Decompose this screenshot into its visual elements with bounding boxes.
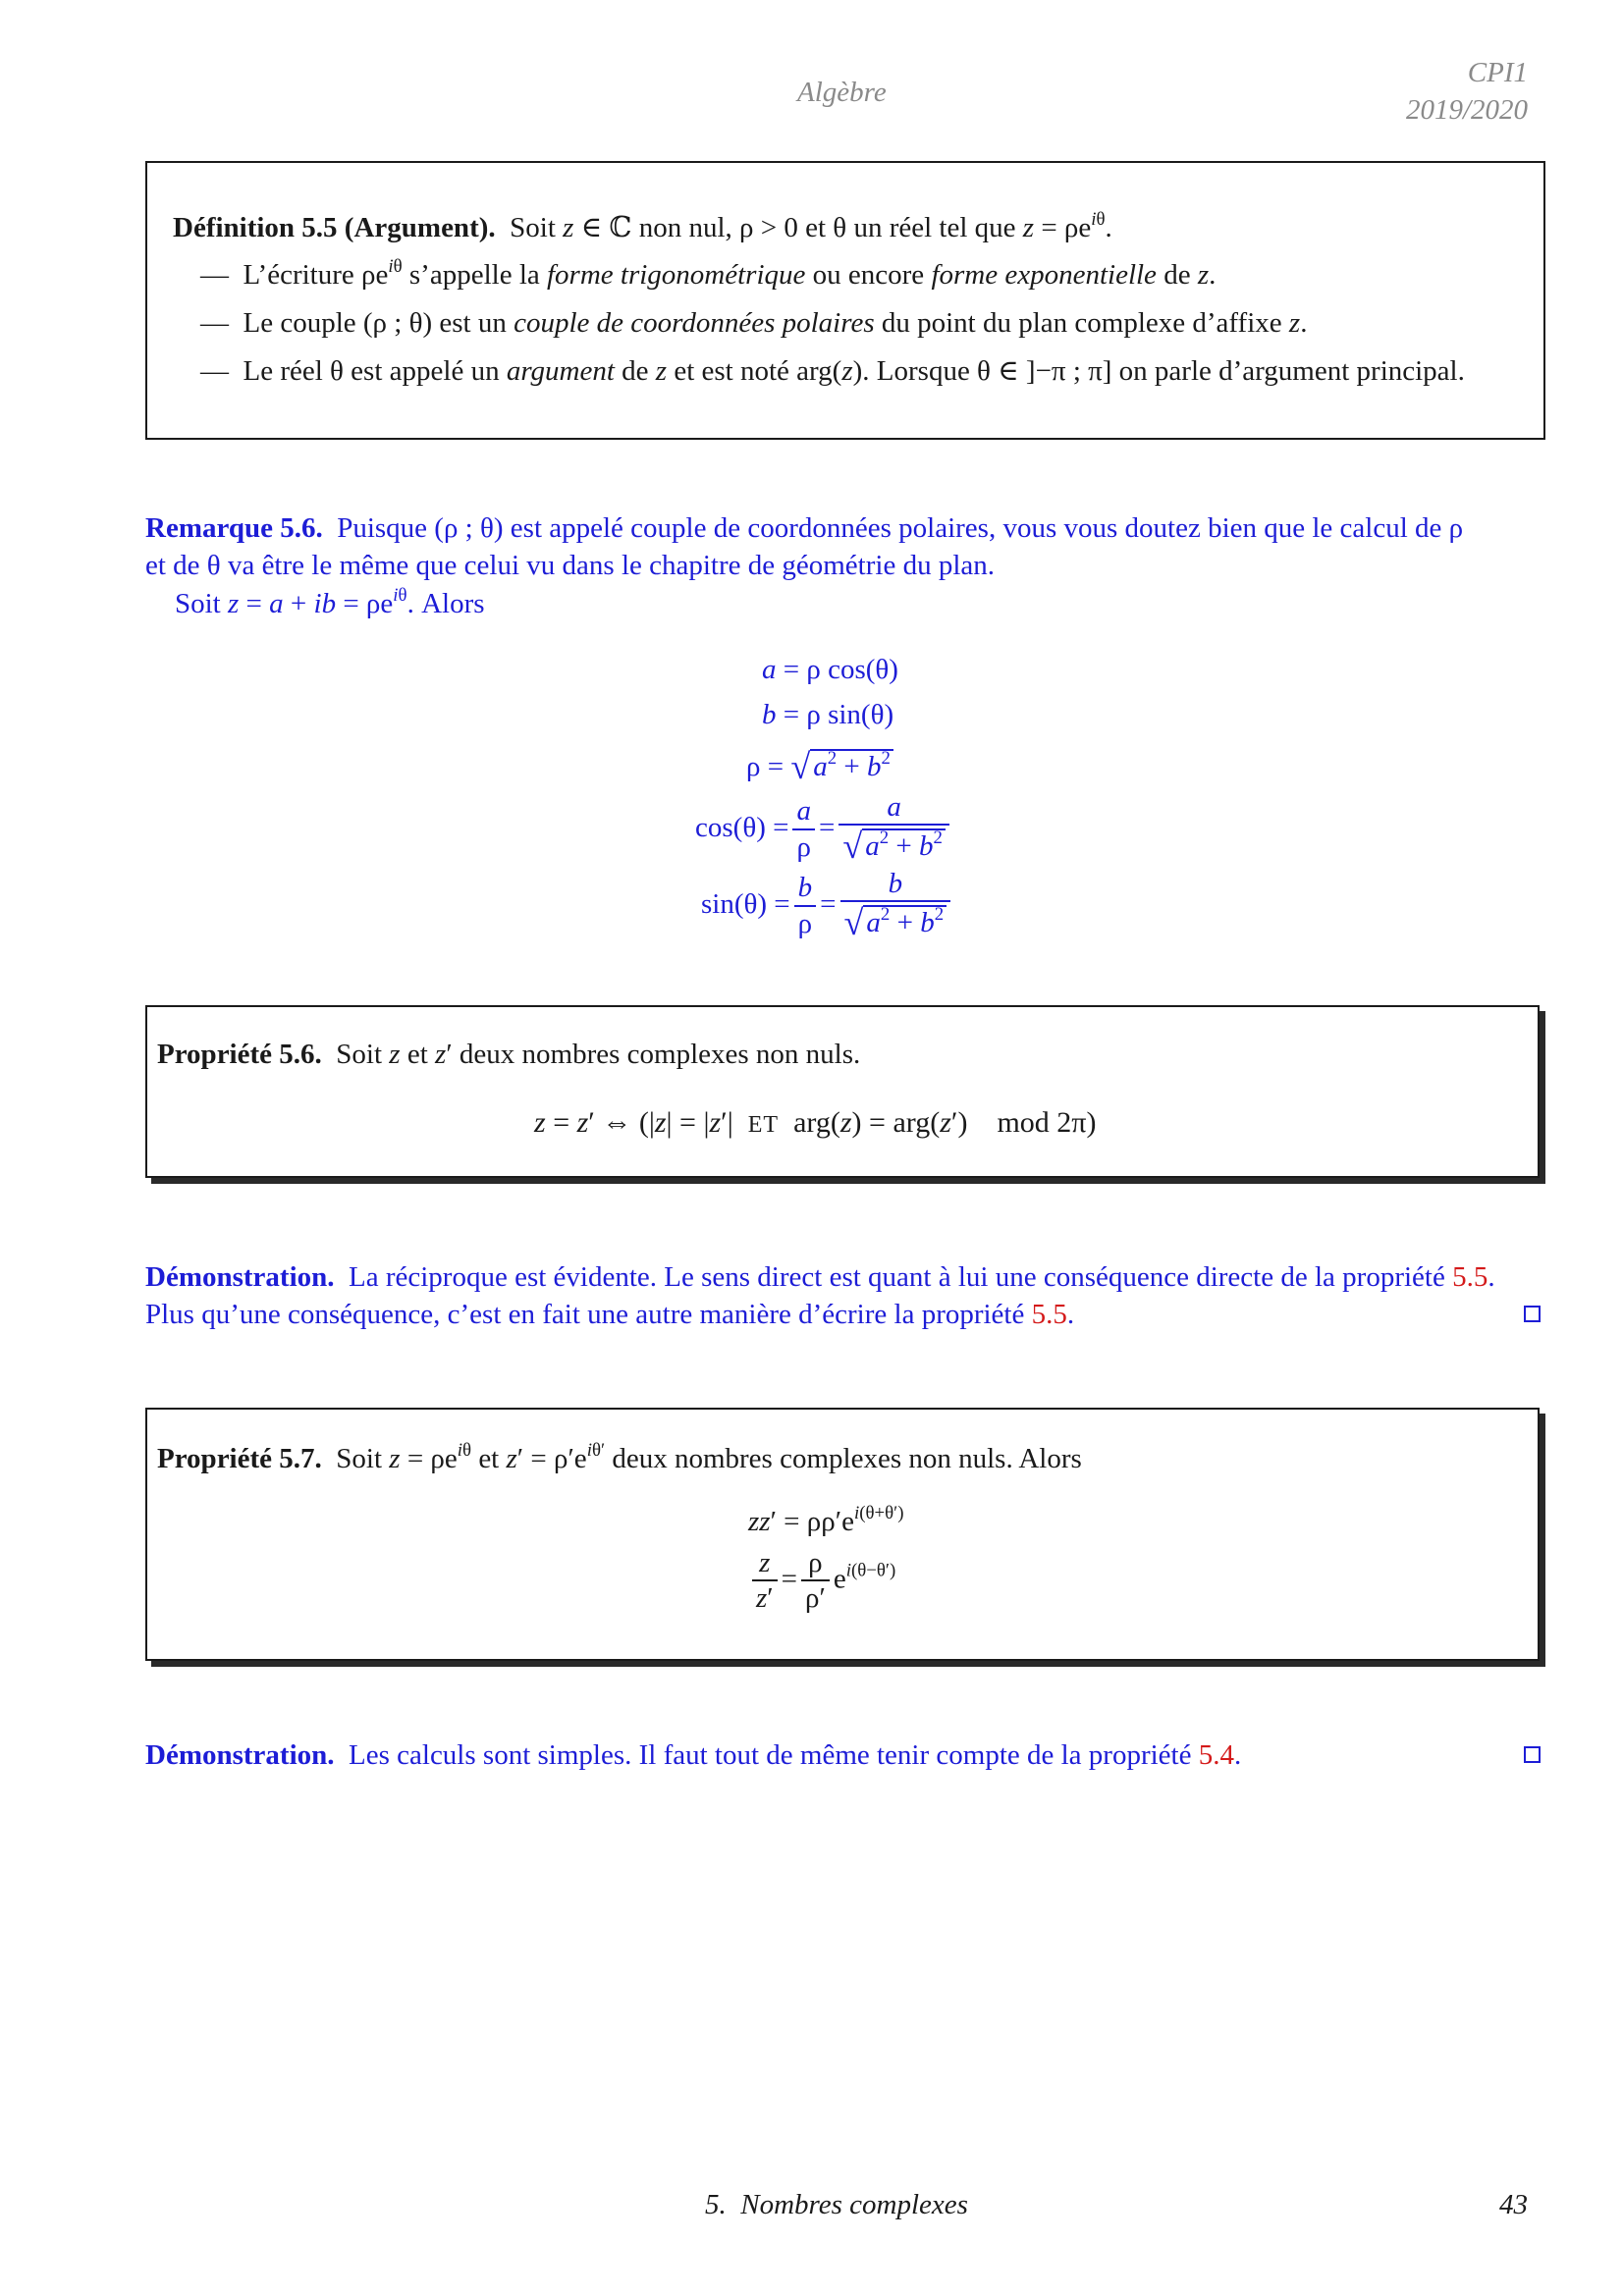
demo-1-ref-2[interactable]: 5.5	[1031, 1299, 1067, 1330]
footer-page-number: 43	[1499, 2189, 1528, 2220]
mod-keyword: mod 2π	[997, 1106, 1087, 1139]
remark-label: Remarque 5.6.	[145, 512, 323, 544]
header-year: 2019/2020	[1405, 94, 1528, 126]
definition-intro: Définition 5.5 (Argument). Soit z ∈ ℂ non nul, ρ > 0 et θ un réel tel que $z = \rho e^{i\theta}$.	[173, 208, 1112, 243]
et-keyword: ET	[747, 1112, 780, 1138]
property-5-7-box	[145, 1408, 1540, 1661]
equation-b: b = ρ sin(θ)	[762, 699, 894, 730]
demo-1-line-2: Plus qu’une conséquence, c’est en fait une autre manière d’écrire la propriété 5.5.	[145, 1299, 1075, 1330]
definition-label: Définition 5.5 (Argument).	[173, 212, 496, 243]
equation-rho: ρ = √ $a^2 + b^2$	[746, 744, 893, 790]
definition-item-1: — L’écriture $\rho e^{i\theta}$ s’appelle la forme trigonométrique ou encore forme exponentielle de z.	[200, 255, 1217, 291]
demo-1-label: Démonstration.	[145, 1261, 335, 1293]
demo-1-text-1: La réciproque est évidente. Le sens direct est quant à lui une conséquence directe de la propriété	[349, 1261, 1445, 1293]
header-class: CPI1	[1467, 57, 1528, 88]
demo-2-line: Démonstration. Les calculs sont simples. Il faut tout de même tenir compte de la propriété 5.4.	[145, 1739, 1242, 1771]
equation-sin: sin(θ) = $\frac{b}{\rho}$ = $\frac{b}{√ a^2 + b^2}$	[701, 868, 954, 945]
definition-item-3: — Le réel θ est appelé un argument de z et est noté arg(z). Lorsque θ ∈ ]−π ; π] on parle d’argument principal.	[200, 355, 1465, 387]
property-5-6-label: Propriété 5.6.	[157, 1039, 322, 1070]
property-5-6-box	[145, 1005, 1540, 1178]
demo-1-text-2: Plus qu’une conséquence, c’est en fait une autre manière d’écrire la propriété	[145, 1299, 1025, 1330]
property-5-6-formula: z = z′ ⇔ (|z| = |z′| ET arg(z) = arg(z′) mod 2π)	[534, 1106, 1097, 1139]
property-5-6-text: Propriété 5.6. Soit z et z′ deux nombres complexes non nuls.	[157, 1039, 861, 1070]
demo-2-label: Démonstration.	[145, 1739, 335, 1771]
qed-square-icon	[1524, 1306, 1541, 1322]
property-5-7-product: $zz' = \rho\rho'e^{i(\theta+\theta')}$	[748, 1502, 904, 1537]
property-5-7-quotient: $\frac{z}{z'}$ = $\frac{\rho}{\rho'}$ $e^{i(\theta-\theta')}$	[748, 1547, 895, 1616]
demo-1-line-1: Démonstration. La réciproque est évidente. Le sens direct est quant à lui une conséquence directe de la propriété 5.5.	[145, 1261, 1495, 1293]
remark-line-1: Remarque 5.6. Puisque (ρ ; θ) est appelé couple de coordonnées polaires, vous vous doutez bien que le calcul de ρ	[145, 512, 1464, 544]
demo-2-ref[interactable]: 5.4	[1198, 1739, 1234, 1771]
qed-square-icon	[1524, 1746, 1541, 1763]
footer-chapter: 5. Nombres complexes	[705, 2189, 968, 2220]
property-5-7-text: Propriété 5.7. Soit $z = \rho e^{i\theta}$ et $z' = \rho'e^{i\theta'}$ deux nombres complexes non nuls. Alors	[157, 1439, 1082, 1474]
remark-line-3: Soit z = a + ib = $\rho e^{i\theta}$. Alors	[175, 584, 485, 619]
header-title: Algèbre	[797, 77, 887, 108]
equation-cos: cos(θ) = $\frac{a}{\rho}$ = $\frac{a}{√ a^2 + b^2}$	[695, 791, 953, 869]
equation-a: a = ρ cos(θ)	[762, 654, 898, 685]
definition-item-2: — Le couple (ρ ; θ) est un couple de coordonnées polaires du point du plan complexe d’affixe z.	[200, 307, 1308, 339]
demo-1-ref-1[interactable]: 5.5	[1452, 1261, 1488, 1293]
remark-line-2: et de θ va être le même que celui vu dans le chapitre de géométrie du plan.	[145, 550, 996, 581]
demo-2-text: Les calculs sont simples. Il faut tout de même tenir compte de la propriété	[349, 1739, 1192, 1771]
definition-box	[145, 161, 1545, 440]
property-5-7-label: Propriété 5.7.	[157, 1443, 322, 1474]
